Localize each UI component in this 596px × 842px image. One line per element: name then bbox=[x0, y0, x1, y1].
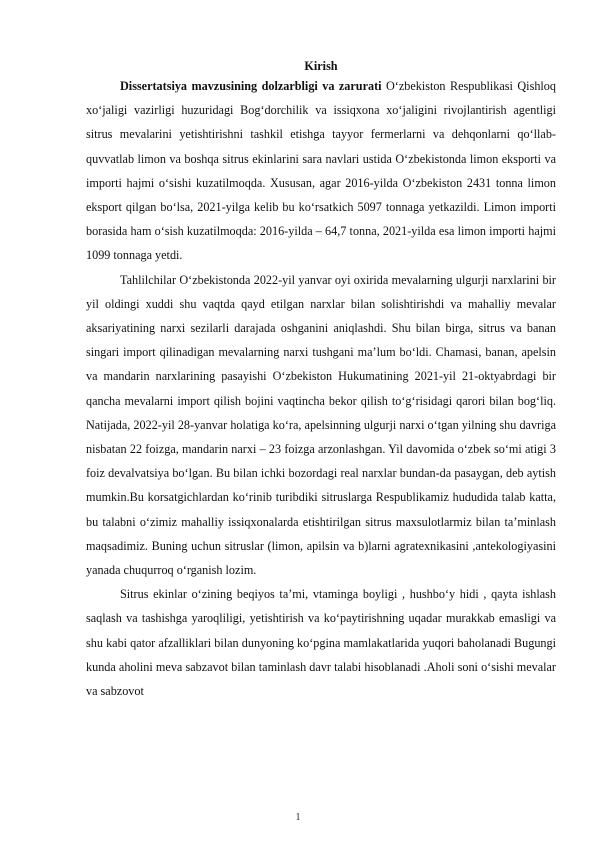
paragraph-2 bbox=[86, 268, 556, 583]
paragraph-3 bbox=[86, 582, 556, 703]
paragraph-3-text: Sitrus ekinlar o‘zining beqiyos ta’mi, vtaminga boyligi , hushbo‘y hidi , qayta ishlash saqlash va tashishga yaroqliligi, yetishtirish va ko‘paytirishning uqadar murakkab emasligi va shu kabi qator afzalliklari bilan dunyoning ko‘pgina mamlakatlarida yuqori baholanadi Bugungi kunda aholini meva sabzavot bilan taminlash davr talabi hisoblanadi .Aholi soni o‘sishi mevalar va sabzovot bbox=[86, 587, 556, 699]
paragraph-1 bbox=[86, 74, 556, 268]
paragraph-2-text: Tahlilchilar O‘zbekistonda 2022-yil yanvar oyi oxirida mevalarning ulgurji narxlarini bir yil oldingi xuddi shu vaqtda qayd etilgan narxlar bilan solishtirishdi va mahalliy mevalar aksariyatining narxi sezilarli darajada oshganini aniqlashdi. Shu bilan birga, sitrus va banan singari import qilinadigan mevalarning narxi tushgani ma’lum bo‘ldi. Chamasi, banan, apelsin va mandarin narxlarining pasayishi O‘zbekiston Hukumatining 2021-yil 21-oktyabrdagi bir qancha mevalarni import qilish bojini vaqtincha bekor qilish to‘g‘risidagi qarori bilan bog‘liq. Natijada, 2022-yil 28-yanvar holatiga ko‘ra, apelsinning ulgurji narxi o‘tgan yilning shu davriga nisbatan 22 foizga, mandarin narxi – 23 foizga arzonlashgan. Yil davomida o‘zbek so‘mi atigi 3 foiz devalvatsiya bo‘lgan. Bu bilan ichki bozordagi real narxlar bundan-da pasaygan, deb aytish mumkin.Bu korsatgichlardan ko‘rinib turibdiki sitruslarga Respublikamiz hududida talab katta, bu talabni o‘zimiz mahalliy issiqxonalarda etishtirilgan sitrus maxsulotlarmiz bilan ta’minlash maqsadimiz. Buning uchun sitruslar (limon, apilsin va b)larni agratexnikasini ,antekologiyasini yanada chuqurroq o‘rganish lozim. bbox=[86, 272, 556, 578]
page-number: 1 bbox=[295, 812, 301, 823]
paragraph-1-text: O‘zbekiston Respublikasi Qishloq xo‘jaligi vazirligi huzuridagi Bog‘dorchilik va issiqxona xo‘jaligini rivojlantirish agentligi sitrus mevalarini yetishtirishni tashkil etishga tayyor fermerlarni va dehqonlarni qo‘llab-quvvatlab limon va boshqa sitrus ekinlarini sara navlari ustida O‘zbekistonda limon eksporti va importi hajmi o‘sishi kuzatilmoqda. Xususan, agar 2016-yilda O‘zbekiston 2431 tonna limon eksport qilgan bo‘lsa, 2021-yilga kelib bu ko‘rsatkich 5097 tonnaga yetkazildi. Limon importi borasida ham o‘sish kuzatilmoqda: 2016-yilda – 64,7 tonna, 2021-yilda esa limon importi hajmi 1099 tonnaga yetdi. bbox=[86, 79, 556, 263]
section-title: Kirish bbox=[304, 59, 338, 73]
paragraph-1-lead: Dissertatsiya mavzusining dolzarbligi va zarurati bbox=[120, 79, 382, 93]
document-page bbox=[86, 58, 556, 703]
